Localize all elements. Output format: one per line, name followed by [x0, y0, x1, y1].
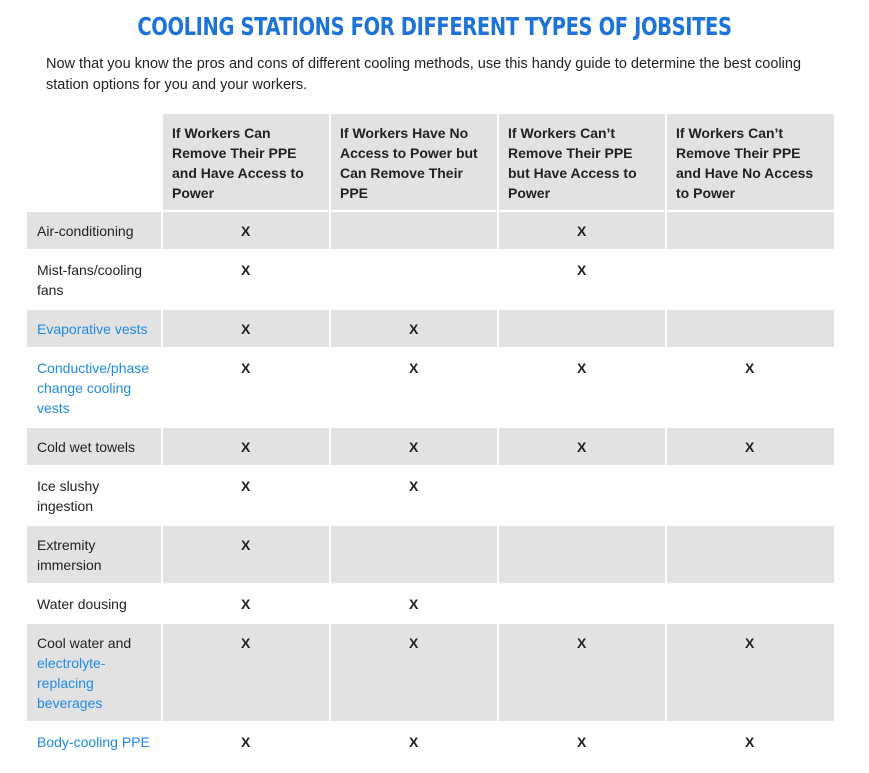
cell-mark: X: [162, 623, 330, 722]
row-label-text: Cool water and: [37, 635, 132, 651]
body-cooling-ppe-link[interactable]: Body-cooling PPE: [37, 734, 150, 750]
table-row: [27, 211, 834, 250]
row-label-cell: [27, 348, 162, 427]
cell-mark: X: [666, 623, 834, 722]
column-header: If Workers Can Remove Their PPE and Have Access to Power: [162, 114, 330, 211]
row-label: Extremity immersion: [27, 525, 162, 584]
cell-mark: X: [330, 427, 498, 466]
conductive-cooling-vests-link[interactable]: Conductive/phase change cooling vests: [37, 360, 150, 416]
cell-mark: X: [498, 722, 666, 761]
row-label-cell: [27, 309, 162, 348]
header-corner: [27, 114, 162, 211]
row-label: Air-conditioning: [27, 211, 162, 250]
cell-mark: [498, 309, 666, 348]
cell-mark: X: [162, 722, 330, 761]
cell-mark: X: [162, 309, 330, 348]
page-title: COOLING STATIONS FOR DIFFERENT TYPES OF JOBSITES: [137, 12, 732, 41]
electrolyte-beverages-link[interactable]: electrolyte-replacing beverages: [37, 655, 106, 711]
table-row: [27, 722, 834, 761]
cell-mark: [666, 525, 834, 584]
cell-mark: [666, 466, 834, 525]
column-header: If Workers Can’t Remove Their PPE and Have No Access to Power: [666, 114, 834, 211]
cell-mark: [330, 525, 498, 584]
cell-mark: [666, 584, 834, 623]
cell-mark: X: [162, 584, 330, 623]
row-label-cell: [27, 722, 162, 761]
table-row: [27, 584, 834, 623]
cell-mark: X: [162, 348, 330, 427]
table-row: [27, 309, 834, 348]
cell-mark: X: [162, 466, 330, 525]
cell-mark: X: [162, 250, 330, 309]
cell-mark: [498, 466, 666, 525]
table-row: [27, 623, 834, 722]
cell-mark: X: [666, 722, 834, 761]
cell-mark: X: [162, 427, 330, 466]
cell-mark: X: [162, 525, 330, 584]
table-header-row: [27, 114, 834, 211]
cell-mark: X: [666, 348, 834, 427]
row-label: Mist-fans/cooling fans: [27, 250, 162, 309]
cell-mark: X: [498, 211, 666, 250]
cooling-stations-table: [27, 114, 834, 762]
cell-mark: X: [498, 427, 666, 466]
evaporative-vests-link[interactable]: Evaporative vests: [37, 321, 148, 337]
cell-mark: X: [330, 348, 498, 427]
cell-mark: [666, 250, 834, 309]
table-row: [27, 427, 834, 466]
intro-paragraph: Now that you know the pros and cons of different cooling methods, use this handy guide to determine the best cooling station options for you and your workers.: [46, 56, 802, 93]
cell-mark: X: [666, 427, 834, 466]
cell-mark: X: [330, 722, 498, 761]
cell-mark: [330, 211, 498, 250]
cell-mark: X: [330, 623, 498, 722]
row-label-cell: [27, 623, 162, 722]
cell-mark: [498, 525, 666, 584]
cell-mark: X: [498, 250, 666, 309]
table-row: [27, 250, 834, 309]
table-row: [27, 466, 834, 525]
cell-mark: [666, 211, 834, 250]
cell-mark: [330, 250, 498, 309]
table-row: [27, 348, 834, 427]
column-header: If Workers Can’t Remove Their PPE but Have Access to Power: [498, 114, 666, 211]
table-row: [27, 525, 834, 584]
cell-mark: X: [498, 623, 666, 722]
cell-mark: X: [330, 466, 498, 525]
cell-mark: X: [330, 584, 498, 623]
cell-mark: X: [162, 211, 330, 250]
cell-mark: X: [498, 348, 666, 427]
column-header: If Workers Have No Access to Power but Can Remove Their PPE: [330, 114, 498, 211]
row-label: Cold wet towels: [27, 427, 162, 466]
cell-mark: [666, 309, 834, 348]
row-label: Water dousing: [27, 584, 162, 623]
cell-mark: [498, 584, 666, 623]
cell-mark: X: [330, 309, 498, 348]
row-label: Ice slushy ingestion: [27, 466, 162, 525]
